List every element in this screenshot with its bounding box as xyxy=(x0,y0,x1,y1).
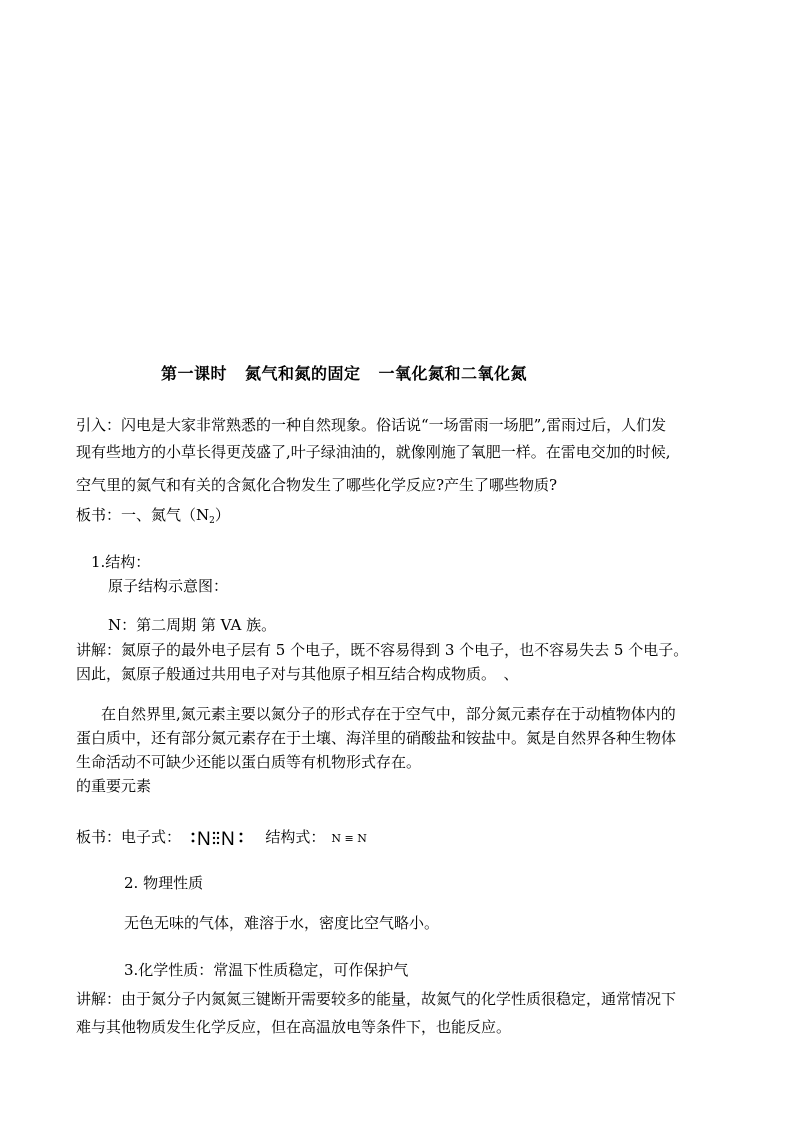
atomic-diagram-label: 原子结构示意图： xyxy=(108,577,229,595)
intro-line-2: 现有些地方的小草长得更茂盛了,叶子绿油油的，就像刚施了氧肥一样。在雷电交加的时候, xyxy=(76,443,671,461)
electron-dot-diagram xyxy=(190,826,246,850)
physical-properties-text: 无色无味的气体，难溶于水，密度比空气略小。 xyxy=(124,914,440,932)
electron-formula-label: 板书：电子式： xyxy=(76,828,182,846)
nature-line-4: 的重要元素 xyxy=(76,777,152,795)
structure-heading: 1.结构： xyxy=(91,553,151,571)
lesson-title xyxy=(161,361,527,384)
title-part2: 氮气和氮的固定 xyxy=(245,364,361,383)
title-part3: 一氧化氮和二氧化氮 xyxy=(378,364,528,383)
nature-line-1: 在自然界里,氮元素主要以氮分子的形式存在于空气中，部分氮元素存在于动植物体内的 xyxy=(101,705,676,723)
explain1-line-1: 讲解：氮原子的最外电子层有 5 个电子，既不容易得到 3 个电子，也不容易失去 5 个电子。 xyxy=(76,641,689,659)
electron-n-right: N xyxy=(220,829,235,850)
structural-formula: N ≡ N xyxy=(331,832,367,845)
board-nitrogen-close: ） xyxy=(214,506,230,524)
chemical-explain-line-1: 讲解：由于氮分子内氮氮三键断开需要较多的能量，故氮气的化学性质很稳定，通常情况下 xyxy=(76,990,677,1008)
board-nitrogen-text: 板书：一、氮气（N xyxy=(76,506,210,524)
periodic-position: N：第二周期 第 VA 族。 xyxy=(108,616,277,634)
physical-heading: 2. 物理性质 xyxy=(124,874,204,892)
structural-formula-label: 结构式： xyxy=(265,828,326,846)
explain1-line-2: 因此，氮原子般通过共用电子对与其他原子相互结合构成物质。 、 xyxy=(76,665,519,683)
intro-line-3: 空气里的氮气和有关的含氮化合物发生了哪些化学反应?产生了哪些物质? xyxy=(76,476,558,494)
chemical-heading: 3.化学性质：常温下性质稳定，可作保护气 xyxy=(124,961,409,979)
nature-line-2: 蛋白质中，还有部分氮元素存在于土壤、海洋里的硝酸盐和铵盐中。氮是自然界各种生物体 xyxy=(76,729,677,747)
electron-n-left: N xyxy=(196,829,211,850)
board-nitrogen-heading xyxy=(76,505,230,531)
title-part1: 第一课时 xyxy=(161,364,228,383)
electron-formula-row xyxy=(76,826,367,850)
intro-line-1: 引入：闪电是大家非常熟悉的一种自然现象。俗话说“一场雷雨一场肥”,雷雨过后，人们发 xyxy=(76,416,667,434)
board-nitrogen-subscript: 2 xyxy=(209,516,215,526)
chemical-explain-line-2: 难与其他物质发生化学反应，但在高温放电等条件下，也能反应。 xyxy=(76,1018,512,1036)
nature-line-3: 生命活动不可缺少还能以蛋白质等有机物形式存在。 xyxy=(76,753,422,771)
